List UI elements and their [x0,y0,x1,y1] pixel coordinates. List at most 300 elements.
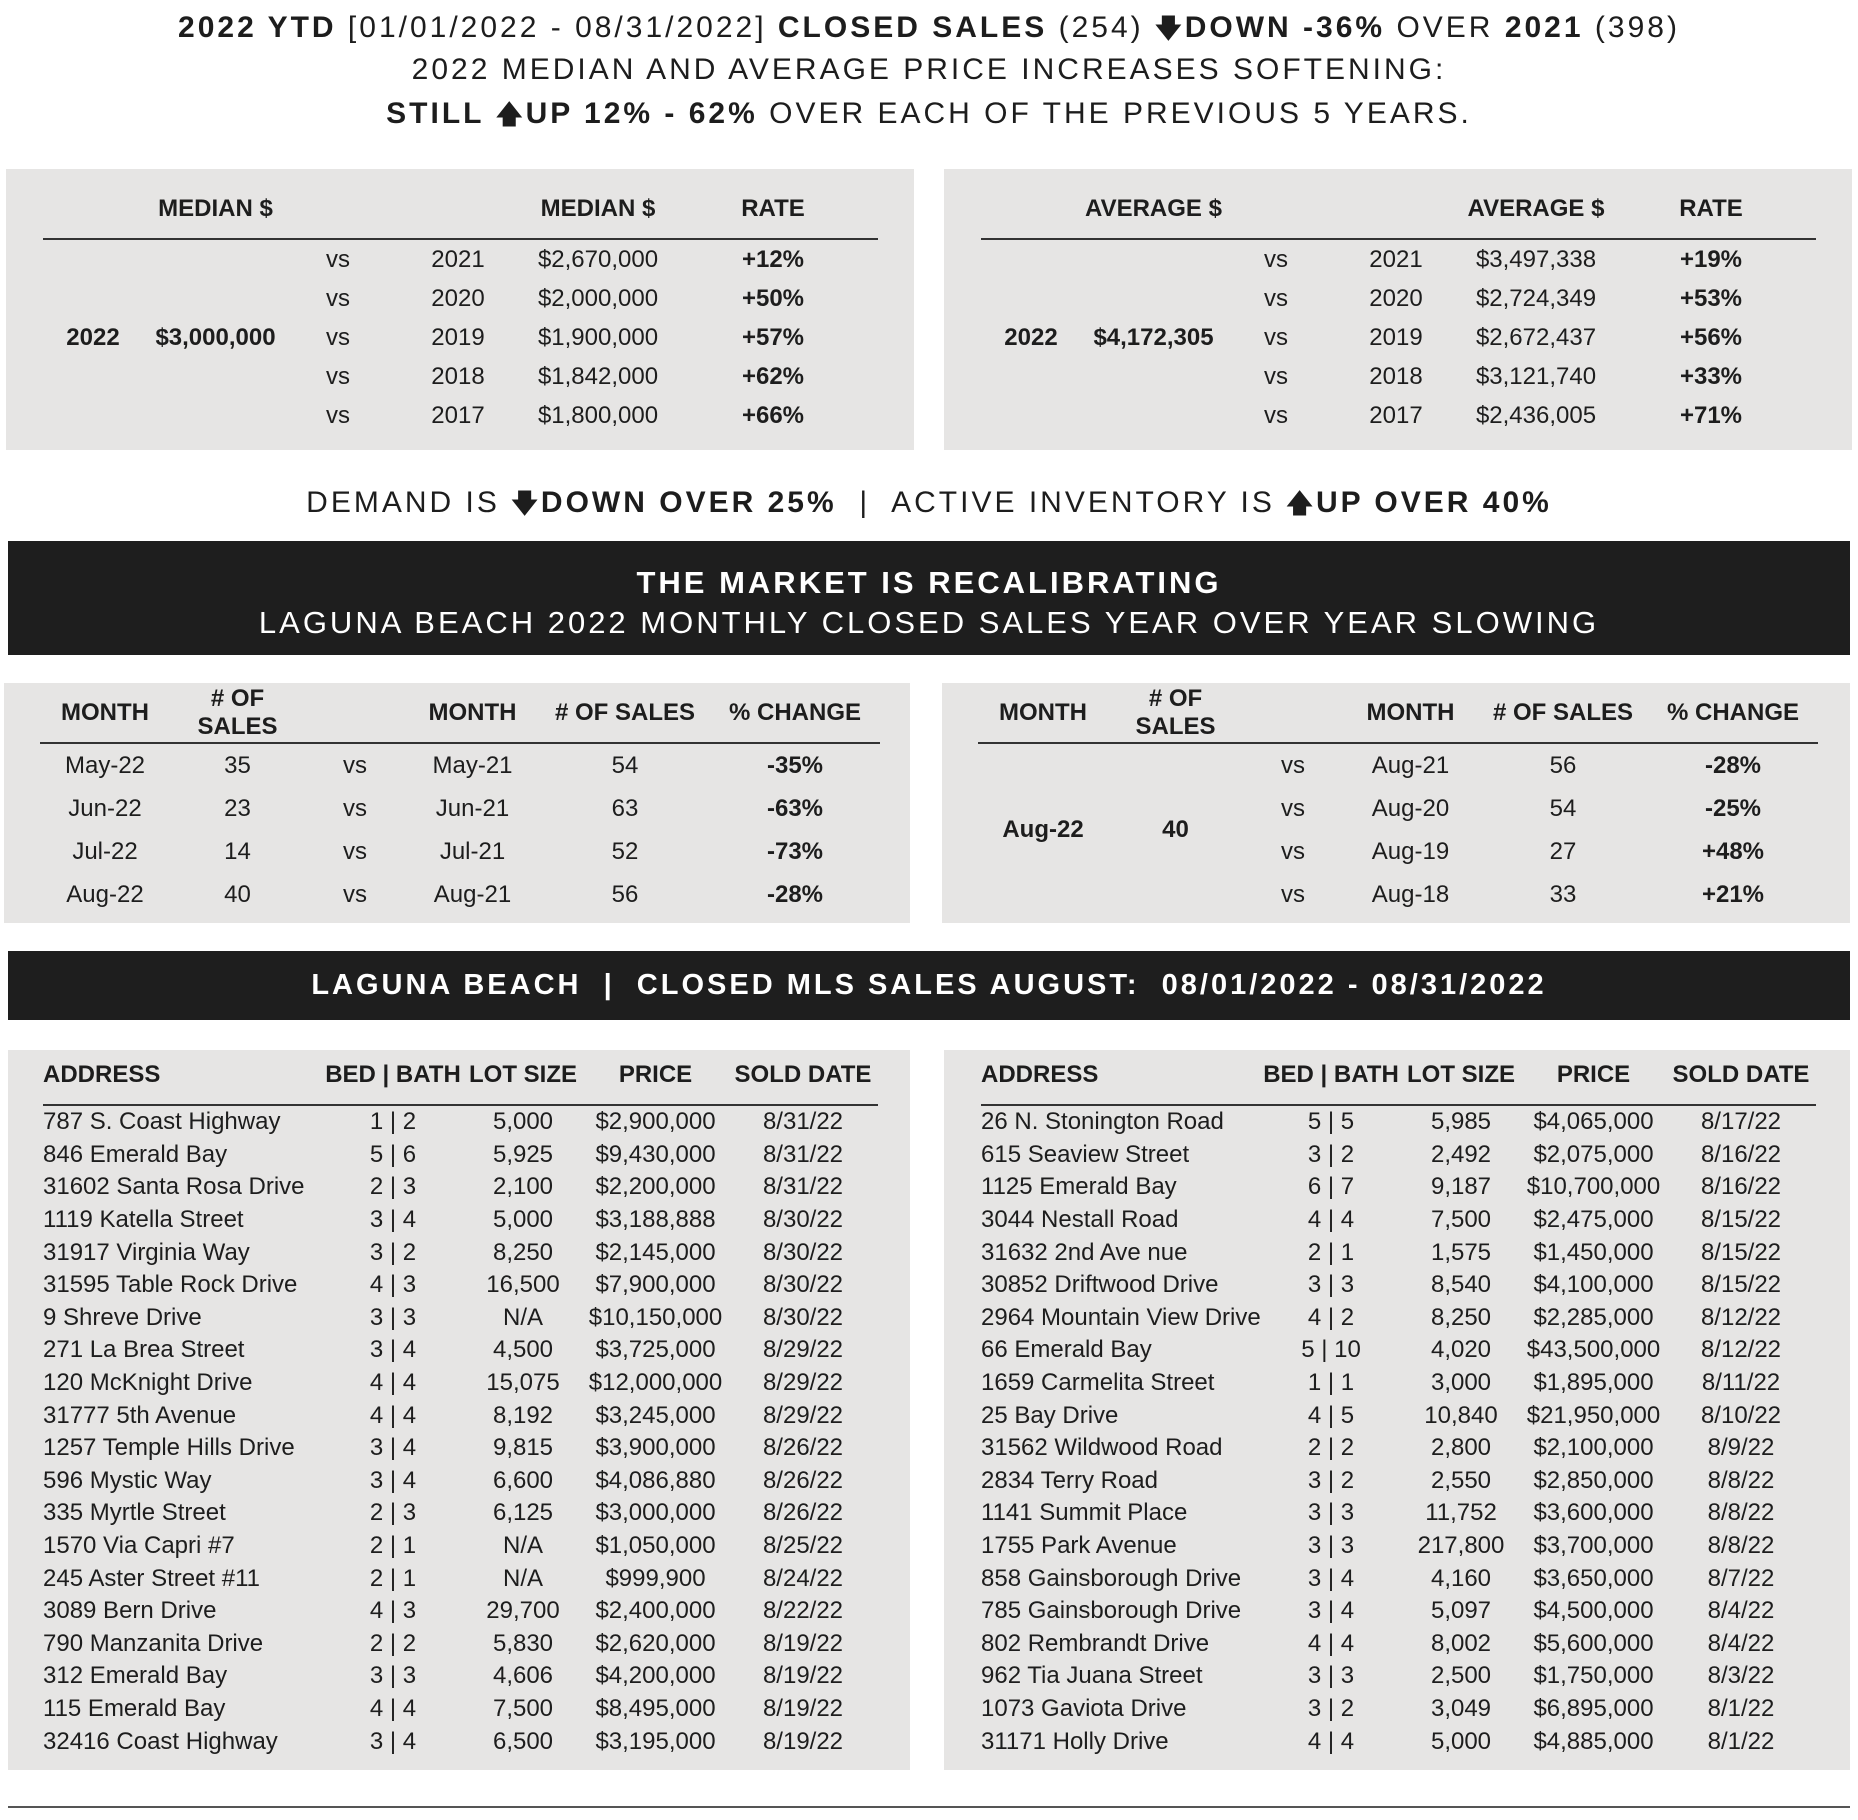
price: $999,900 [605,1564,706,1592]
bed-bath: 4 | 3 [369,1597,417,1625]
sold-date: 8/26/22 [762,1499,844,1527]
lot-size: 5,830 [492,1629,554,1657]
address: 271 La Brea Street [43,1336,245,1364]
price: $8,495,000 [595,1694,716,1722]
address: 9 Shreve Drive [43,1303,202,1331]
table-row [981,1269,1816,1302]
vs-label: vs [1281,794,1305,822]
sales-prev: 33 [1549,880,1577,908]
price: $3,725,000 [595,1336,716,1364]
col-change: % CHANGE [710,684,880,743]
table-row [43,1139,878,1172]
bed-bath: 5 | 10 [1301,1336,1361,1364]
prev-year: 2021 [1504,11,1584,44]
bed-bath: 3 | 4 [369,1206,417,1234]
compare-year: 2018 [431,362,485,390]
lot-size: 6,500 [492,1727,554,1755]
table-row [43,1399,878,1432]
month-prev: May-21 [432,751,513,779]
sold-date: 8/11/22 [1701,1369,1781,1397]
price: $3,000,000 [595,1499,716,1527]
sales-header-row [43,1046,878,1105]
table-row [981,1530,1816,1563]
compare-year: 2017 [431,401,485,429]
price: $6,895,000 [1533,1694,1654,1722]
bed-bath: 4 | 5 [1307,1401,1355,1429]
percent-change: -35% [766,751,824,779]
table-row [40,743,880,787]
table-row [981,1367,1816,1400]
bed-bath: 2 | 1 [1307,1238,1355,1266]
price: $43,500,000 [1526,1336,1661,1364]
sold-date: 8/24/22 [762,1564,844,1592]
col-vs-blank [305,684,405,743]
bed-bath: 1 | 1 [1307,1369,1355,1397]
separator: | [859,486,871,519]
table-row [40,787,880,830]
col-month-prev: MONTH [405,684,540,743]
price: $2,620,000 [595,1629,716,1657]
address: 3089 Bern Drive [43,1597,217,1625]
address: 1073 Gaviota Drive [981,1694,1187,1722]
col-sales-prev: # OF SALES [1478,684,1648,743]
month: Aug-22 [66,880,144,908]
price: $2,475,000 [1533,1206,1654,1234]
lot-size: 5,097 [1430,1597,1492,1625]
compare-year: 2019 [1369,323,1423,351]
price: $2,100,000 [1533,1434,1654,1462]
sales: 40 [224,880,251,908]
table-row [43,1530,878,1563]
month: Aug-22 [1002,816,1084,843]
sold-date: 8/31/22 [762,1173,844,1201]
col-median-2022: MEDIAN $ [143,180,288,239]
price: $3,900,000 [595,1434,716,1462]
bed-bath: 4 | 4 [1307,1206,1355,1234]
rate-value: +62% [741,362,805,390]
table-row [43,1660,878,1693]
table-row [43,1725,878,1758]
banner-title: THE MARKET IS RECALIBRATING [636,565,1222,600]
address: 1755 Park Avenue [981,1532,1177,1560]
bed-bath: 4 | 2 [1307,1303,1355,1331]
bed-bath: 2 | 2 [369,1629,417,1657]
demand-down: DOWN OVER 25% [540,486,837,519]
bed-bath: 4 | 4 [1307,1727,1355,1755]
vs-label: vs [1264,323,1288,351]
bed-bath: 5 | 6 [369,1140,417,1168]
rate-value: +66% [741,401,805,429]
lot-size: 11,752 [1425,1499,1497,1527]
median-header-row [43,180,878,239]
vs-label: vs [1264,284,1288,312]
sales-right-table [981,1046,1816,1758]
rate-value: +56% [1679,323,1743,351]
bed-bath: 2 | 1 [369,1564,417,1592]
address: 790 Manzanita Drive [43,1629,264,1657]
sales-left-table [43,1046,878,1758]
sales-prev: 54 [1549,794,1577,822]
month: Jul-22 [72,837,138,865]
sold-date: 8/16/22 [1700,1173,1782,1201]
bed-bath: 3 | 4 [369,1727,417,1755]
bed-bath: 2 | 1 [369,1532,417,1560]
rate-value: +71% [1679,401,1743,429]
lot-size: 5,000 [492,1108,554,1136]
lot-size: 8,250 [492,1238,554,1266]
price: $3,188,888 [595,1206,716,1234]
table-row [43,239,878,279]
compare-value: $1,842,000 [537,362,659,390]
sold-date: 8/19/22 [762,1727,844,1755]
bed-bath: 4 | 3 [369,1271,417,1299]
col-vs-blank [1226,180,1326,239]
monthly-header-row [40,684,880,743]
sold-date: 8/1/22 [1707,1727,1775,1755]
col-sales-prev: # OF SALES [540,684,710,743]
compare-year: 2021 [431,245,485,273]
compare-value: $3,121,740 [1475,362,1597,390]
bed-bath: 4 | 4 [369,1694,417,1722]
sold-date: 8/7/22 [1707,1564,1775,1592]
rate-value: +12% [741,245,805,273]
sold-date: 8/22/22 [762,1597,844,1625]
date-range: [01/01/2022 - 08/31/2022] [347,11,767,44]
price: $4,086,880 [595,1466,716,1494]
lot-size: 8,250 [1430,1303,1492,1331]
sold-date: 8/15/22 [1700,1271,1782,1299]
lot-size: 16,500 [486,1271,560,1299]
bed-bath: 3 | 4 [369,1336,417,1364]
address: 615 Seaview Street [981,1140,1190,1168]
address: 785 Gainsborough Drive [981,1597,1242,1625]
price: $2,285,000 [1533,1303,1654,1331]
sold-date: 8/26/22 [762,1434,844,1462]
lot-size: 15,075 [486,1369,560,1397]
lot-size: 3,049 [1430,1694,1492,1722]
vs-label: vs [343,880,367,908]
address: 787 S. Coast Highway [43,1108,281,1136]
lot-size: 5,000 [1430,1727,1492,1755]
address: 31595 Table Rock Drive [43,1271,298,1299]
sales-prev: 54 [611,751,639,779]
price: $2,900,000 [595,1108,716,1136]
percent-change: -28% [1704,751,1762,779]
price: $4,200,000 [595,1662,716,1690]
lot-size: N/A [502,1532,543,1560]
col-sales: # OF SALES [170,684,305,743]
price: $4,100,000 [1533,1271,1654,1299]
address: 335 Myrtle Street [43,1499,226,1527]
table-row [43,1595,878,1628]
bed-bath: 3 | 2 [369,1238,417,1266]
compare-value: $1,900,000 [537,323,659,351]
col-year-blank [388,180,528,239]
sold-date: 8/25/22 [762,1532,844,1560]
average-table [981,180,1816,435]
sales-prev: 56 [611,880,639,908]
bed-bath: 3 | 3 [369,1303,417,1331]
col-average-2022: AVERAGE $ [1081,180,1226,239]
down-percent: DOWN -36% [1184,11,1386,44]
compare-year: 2020 [1369,284,1423,312]
lot-size: 2,100 [492,1173,554,1201]
inventory-label: ACTIVE INVENTORY IS [891,486,1275,519]
vs-label: vs [1264,362,1288,390]
sold-date: 8/10/22 [1700,1401,1782,1429]
address: 115 Emerald Bay [43,1694,226,1722]
sold-date: 8/29/22 [762,1369,844,1397]
address: 1141 Summit Place [981,1499,1188,1527]
monthly-header-row [978,684,1818,743]
rate-value: +19% [1679,245,1743,273]
sold-date: 8/3/22 [1707,1662,1775,1690]
rate-value: +53% [1679,284,1743,312]
month-prev: Aug-21 [1371,751,1450,779]
address: 1125 Emerald Bay [981,1173,1177,1201]
monthly-left-table [40,684,880,916]
table-row [981,1432,1816,1465]
col-year-blank [981,180,1081,239]
sold-date: 8/19/22 [762,1662,844,1690]
footer-rule [8,1806,1850,1808]
rate-value: +33% [1679,362,1743,390]
table-row [43,1367,878,1400]
address: 30852 Driftwood Drive [981,1271,1219,1299]
price: $2,400,000 [595,1597,716,1625]
compare-year: 2019 [431,323,485,351]
lot-size: 4,020 [1430,1336,1492,1364]
sold-date: 8/1/22 [1707,1694,1775,1722]
lot-size: 5,985 [1430,1108,1492,1136]
bed-bath: 3 | 2 [1307,1466,1355,1494]
percent-change: +21% [1701,880,1765,908]
price: $2,145,000 [595,1238,716,1266]
col-rate: RATE [668,180,878,239]
current-year: 2022 [66,323,120,351]
table-row [981,1562,1816,1595]
price: $4,885,000 [1533,1727,1654,1755]
bed-bath: 3 | 4 [1307,1564,1355,1592]
bed-bath: 3 | 4 [369,1434,417,1462]
address: 31562 Wildwood Road [981,1434,1223,1462]
month-prev: Aug-20 [1371,794,1450,822]
compare-value: $3,497,338 [1475,245,1597,273]
vs-label: vs [326,362,350,390]
col-change: % CHANGE [1648,684,1818,743]
price: $1,050,000 [595,1532,716,1560]
address: 2834 Terry Road [981,1466,1158,1494]
price: $2,850,000 [1533,1466,1654,1494]
vs-label: vs [1281,751,1305,779]
bed-bath: 2 | 2 [1307,1434,1355,1462]
address: 120 McKnight Drive [43,1369,253,1397]
price: $1,750,000 [1533,1662,1654,1690]
table-row [43,1334,878,1367]
lot-size: 7,500 [1430,1206,1492,1234]
banner-subtitle: LAGUNA BEACH 2022 MONTHLY CLOSED SALES YEAR OVER YEAR SLOWING [258,605,1600,640]
sold-date: 8/15/22 [1700,1206,1782,1234]
bed-bath: 3 | 3 [1307,1499,1355,1527]
col-rate: RATE [1606,180,1816,239]
sold-date: 8/4/22 [1707,1629,1775,1657]
current-average: $4,172,305 [1093,323,1214,351]
bed-bath: 4 | 4 [369,1369,417,1397]
vs-label: vs [326,323,350,351]
month-prev: Aug-18 [1371,880,1450,908]
compare-year: 2017 [1369,401,1423,429]
vs-label: vs [343,794,367,822]
address: 596 Mystic Way [43,1466,212,1494]
bed-bath: 4 | 4 [369,1401,417,1429]
table-row [43,1465,878,1498]
sold-date: 8/17/22 [1700,1108,1782,1136]
table-row [981,1399,1816,1432]
address: 1659 Carmelita Street [981,1369,1215,1397]
vs-label: vs [1281,880,1305,908]
lot-size: 2,492 [1430,1140,1492,1168]
bed-bath: 3 | 2 [1307,1694,1355,1722]
col-lot-size: LOT SIZE [1401,1046,1521,1105]
table-row [43,1497,878,1530]
table-row [43,1204,878,1237]
prev-count: (398) [1594,11,1680,44]
down-arrow-icon: 🡇 [511,488,541,518]
rate-value: +57% [741,323,805,351]
price: $4,500,000 [1533,1597,1654,1625]
sales: 14 [224,837,251,865]
address: 1119 Katella Street [43,1206,244,1234]
table-row [43,1693,878,1726]
col-address: ADDRESS [43,1046,323,1105]
compare-value: $2,436,005 [1475,401,1597,429]
sold-date: 8/16/22 [1700,1140,1782,1168]
price: $2,200,000 [595,1173,716,1201]
bed-bath: 6 | 7 [1307,1173,1355,1201]
sales-prev: 63 [611,794,639,822]
col-vs-blank [288,180,388,239]
sold-date: 8/30/22 [762,1238,844,1266]
current-year: 2022 [1004,323,1058,351]
address: 31602 Santa Rosa Drive [43,1173,305,1201]
percent-change: -28% [766,880,824,908]
average-header-row [981,180,1816,239]
vs-label: vs [1264,401,1288,429]
up-arrow-icon: 🡅 [1286,488,1316,518]
sold-date: 8/30/22 [762,1303,844,1331]
table-row [43,1562,878,1595]
table-row [981,1693,1816,1726]
table-row [43,1171,878,1204]
previous-years-label: OVER EACH OF THE PREVIOUS 5 YEARS. [769,97,1472,130]
price: $12,000,000 [588,1369,723,1397]
lot-size: 4,160 [1430,1564,1492,1592]
lot-size: 1,575 [1430,1238,1492,1266]
price: $21,950,000 [1526,1401,1661,1429]
monthly-right-table [978,684,1818,916]
lot-size: 7,500 [492,1694,554,1722]
col-sold-date: SOLD DATE [1666,1046,1816,1105]
rate-value: +50% [741,284,805,312]
over-label: OVER [1396,11,1494,44]
sold-date: 8/8/22 [1707,1532,1775,1560]
address: 2964 Mountain View Drive [981,1303,1261,1331]
percent-change: -73% [766,837,824,865]
table-row [43,1269,878,1302]
current-median: $3,000,000 [155,323,276,351]
address: 3044 Nestall Road [981,1206,1179,1234]
address: 31171 Holly Drive [981,1727,1169,1755]
lot-size: 2,500 [1430,1662,1492,1690]
col-year-blank [43,180,143,239]
compare-year: 2020 [431,284,485,312]
compare-value: $2,670,000 [537,245,659,273]
lot-size: 5,925 [492,1140,554,1168]
lot-size: 9,187 [1430,1173,1492,1201]
table-row [43,1432,878,1465]
inventory-up: UP OVER 40% [1315,486,1552,519]
price: $7,900,000 [595,1271,716,1299]
ytd-label: 2022 YTD [178,11,337,44]
col-average-prev: AVERAGE $ [1466,180,1606,239]
address: 26 N. Stonington Road [981,1108,1224,1136]
sold-date: 8/29/22 [762,1336,844,1364]
table-row [981,1236,1816,1269]
bed-bath: 5 | 5 [1307,1108,1355,1136]
sales-prev: 27 [1549,837,1577,865]
col-lot-size: LOT SIZE [463,1046,583,1105]
sold-date: 8/8/22 [1707,1466,1775,1494]
table-row [978,743,1818,787]
table-row [981,1595,1816,1628]
sold-date: 8/12/22 [1700,1303,1782,1331]
table-row [981,1204,1816,1237]
address: 962 Tia Juana Street [981,1662,1203,1690]
bed-bath: 2 | 3 [369,1499,417,1527]
address: 846 Emerald Bay [43,1140,228,1168]
lot-size: N/A [502,1303,543,1331]
closed-sales-label: CLOSED SALES [777,11,1048,44]
bed-bath: 3 | 3 [369,1662,417,1690]
percent-change: +48% [1701,837,1765,865]
address: 1257 Temple Hills Drive [43,1434,295,1462]
price: $10,150,000 [588,1303,723,1331]
table-row [40,830,880,873]
lot-size: 6,125 [492,1499,554,1527]
table-row [981,1497,1816,1530]
sold-date: 8/15/22 [1700,1238,1782,1266]
price: $2,075,000 [1533,1140,1654,1168]
sold-date: 8/8/22 [1707,1499,1775,1527]
sales: 23 [224,794,251,822]
vs-label: vs [326,401,350,429]
month-prev: Aug-21 [433,880,512,908]
month-prev: Jul-21 [439,837,506,865]
col-sold-date: SOLD DATE [728,1046,878,1105]
table-row [981,1725,1816,1758]
price: $1,450,000 [1533,1238,1654,1266]
col-price: PRICE [1521,1046,1666,1105]
table-row [981,1334,1816,1367]
address: 32416 Coast Highway [43,1727,278,1755]
col-address: ADDRESS [981,1046,1261,1105]
address: 31777 5th Avenue [43,1401,237,1429]
sold-date: 8/26/22 [762,1466,844,1494]
table-row [43,1236,878,1269]
lot-size: 5,000 [492,1206,554,1234]
vs-label: vs [326,284,350,312]
percent-change: -25% [1704,794,1762,822]
